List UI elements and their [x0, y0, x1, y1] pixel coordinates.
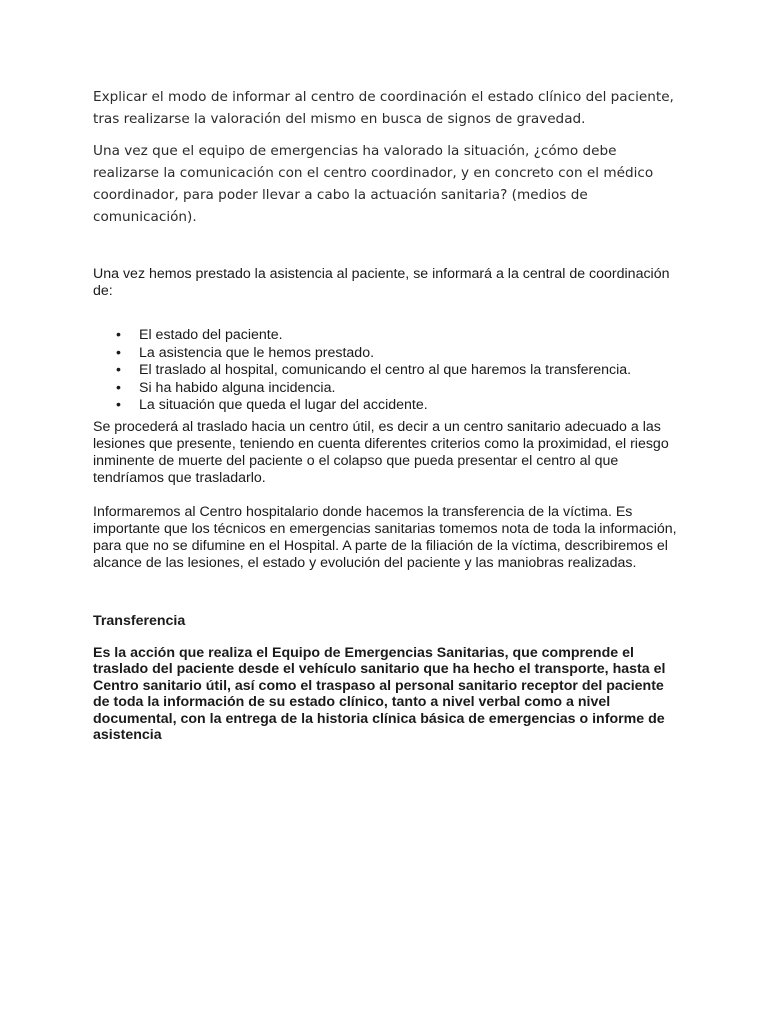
bullet-icon: • — [116, 362, 121, 378]
list-item-text: El estado del paciente. — [139, 327, 283, 343]
list-item — [93, 397, 683, 415]
bullet-icon: • — [116, 379, 121, 396]
answer-paragraph-2: Se procederá al traslado hacia un centro útil, es decir a un centro sanitario adecuado a las lesiones que presente, teniendo en cuenta diferentes criterios como la proximidad, el riesgo inminente de muerte del paciente o el colapso que pueda presentar el centro al que tendríamos que trasladarlo. — [93, 418, 669, 486]
document-page — [93, 86, 683, 744]
bullet-icon: • — [116, 344, 121, 361]
list-item — [93, 362, 683, 380]
answer-paragraph-3: Informaremos al Centro hospitalario donde hacemos la transferencia de la víctima. Es importante que los técnicos en emergencias sanitarias tomemos nota de toda la información, para que no se difumine en el Hospital. A parte de la filiación de la víctima, describiremos el alcance de las lesiones, el estado y evolución del paciente y las maniobras realizadas. — [93, 503, 677, 571]
bullet-icon: • — [116, 397, 121, 413]
list-item-text: La situación que queda el lugar del accidente. — [139, 397, 428, 413]
list-item-text: Si ha habido alguna incidencia. — [139, 379, 336, 396]
intro-question-2: Una vez que el equipo de emergencias ha valorado la situación, ¿cómo debe realizarse la comunicación con el centro coordinador, y en concreto con el médico coordinador, para poder llevar a cabo la actuación sanitaria? (medios de comunicación). — [93, 143, 654, 225]
list-item-text: La asistencia que le hemos prestado. — [139, 344, 375, 361]
transferencia-definition: Es la acción que realiza el Equipo de Emergencias Sanitarias, que comprende el traslado del paciente desde el vehículo sanitario que ha hecho el transporte, hasta el Centro sanitario útil, así como el traspaso al personal sanitario receptor del paciente de toda la información de su estado clínico, tanto a nivel verbal como a nivel documental, con la entrega de la historia clínica básica de emergencias o informe de asistencia — [93, 644, 666, 743]
bullet-icon: • — [116, 327, 121, 343]
list-item — [93, 380, 683, 398]
intro-question-1: Explicar el modo de informar al centro de coordinación el estado clínico del paciente, tras realizarse la valoración del mismo en busca de signos de gravedad. — [93, 89, 674, 127]
list-item-text: El traslado al hospital, comunicando el centro al que haremos la transferencia. — [139, 362, 632, 378]
list-item — [93, 327, 683, 345]
report-items-list — [93, 327, 683, 415]
answer-paragraph-1: Una vez hemos prestado la asistencia al paciente, se informará a la central de coordinación de: — [93, 266, 670, 299]
section-heading-transferencia: Transferencia — [93, 612, 186, 629]
list-item — [93, 345, 683, 363]
